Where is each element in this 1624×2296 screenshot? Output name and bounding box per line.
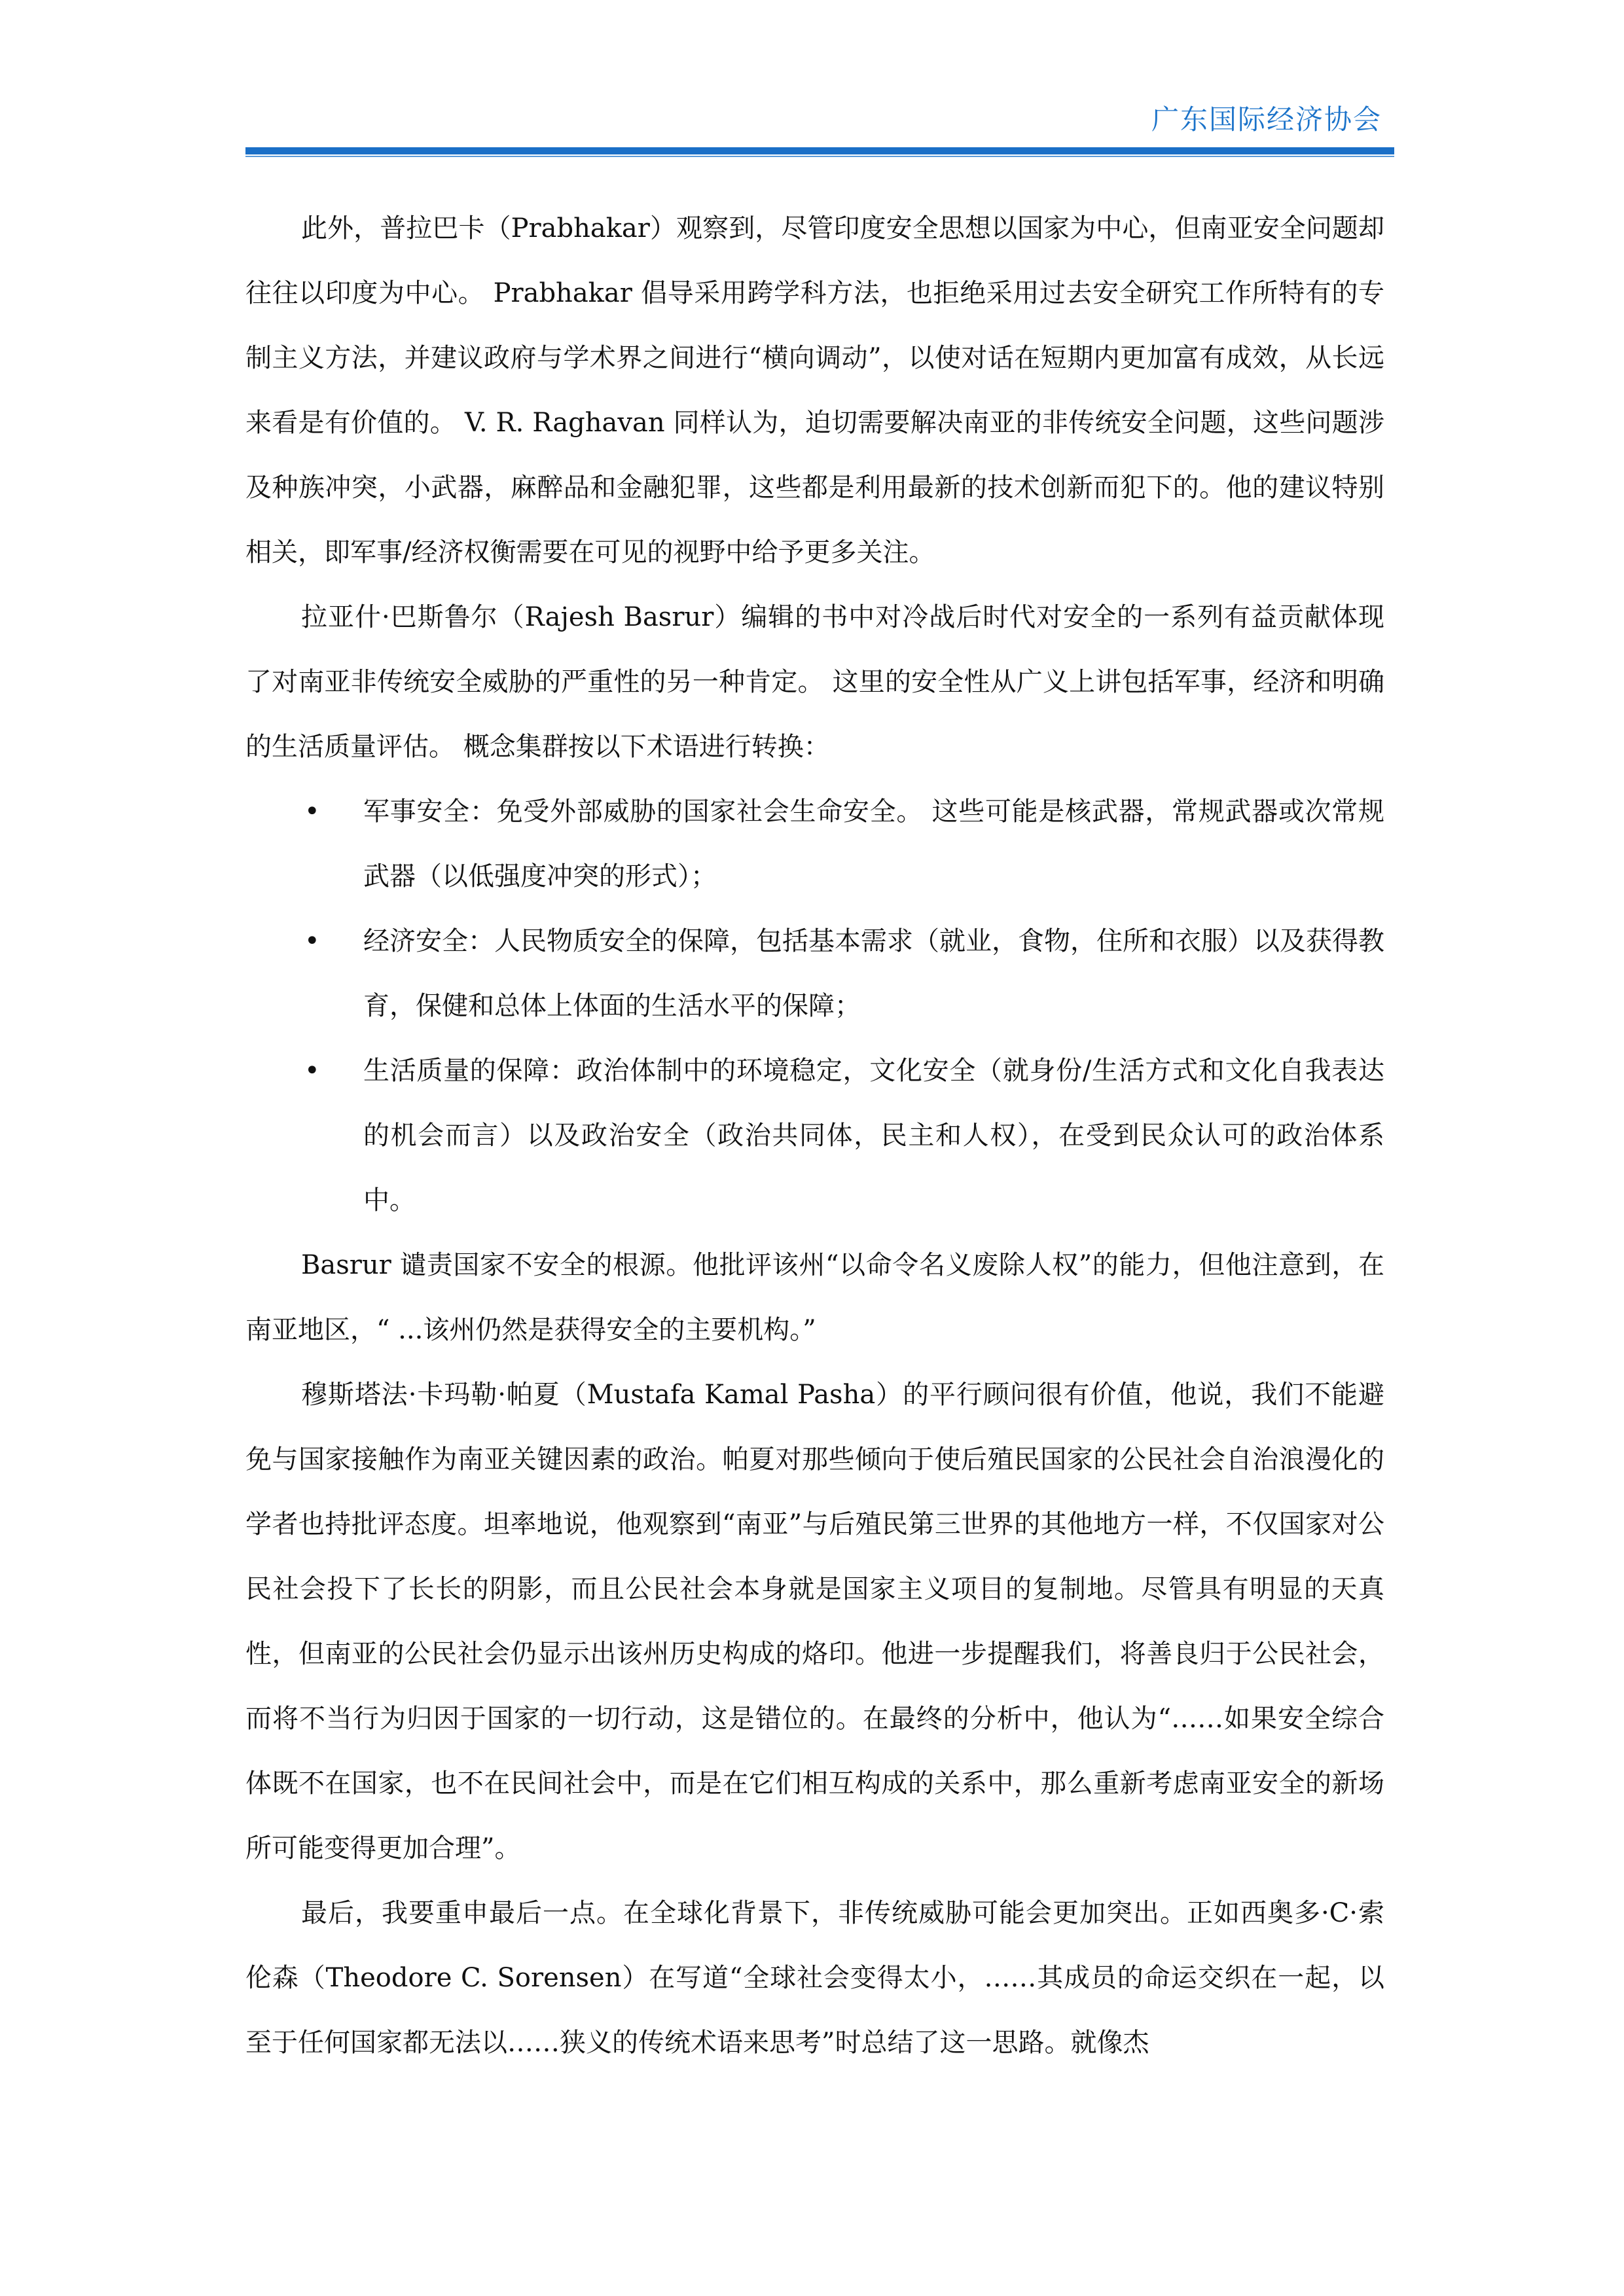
paragraph-5: 最后，我要重申最后一点。在全球化背景下，非传统威胁可能会更加突出。正如西奥多·C·索伦森（Theodore C. Sorensen）在写道“全球社会变得太小，……其成员的命运交织在一起，以至于任何国家都无法以……狭义的传统术语来思考”时总结了这一思路。就像杰: [245, 1898, 1384, 2058]
header-rule: [245, 147, 1394, 154]
bullet-list: [245, 780, 1384, 1233]
paragraph-4: 穆斯塔法·卡玛勒·帕夏（Mustafa Kamal Pasha）的平行顾问很有价值，他说，我们不能避免与国家接触作为南亚关键因素的政治。帕夏对那些倾向于使后殖民国家的公民社会自治浪漫化的学者也持批评态度。坦率地说，他观察到“南亚”与后殖民第三世界的其他地方一样，不仅国家对公民社会投下了长长的阴影，而且公民社会本身就是国家主义项目的复制地。尽管具有明显的天真性，但南亚的公民社会仍显示出该州历史构成的烙印。他进一步提醒我们，将善良归于公民社会，而将不当行为归因于国家的一切行动，这是错位的。在最终的分析中，他认为“……如果安全综合体既不在国家，也不在民间社会中，而是在它们相互构成的关系中，那么重新考虑南亚安全的新场所可能变得更加合理”。: [245, 1380, 1384, 1863]
paragraph-2: 拉亚什·巴斯鲁尔（Rajesh Basrur）编辑的书中对冷战后时代对安全的一系列有益贡献体现了对南亚非传统安全威胁的严重性的另一种肯定。 这里的安全性从广义上讲包括军事，经济和明确的生活质量评估。 概念集群按以下术语进行转换：: [245, 602, 1384, 762]
paragraph-1: 此外，普拉巴卡（Prabhakar）观察到，尽管印度安全思想以国家为中心，但南亚安全问题却往往以印度为中心。 Prabhakar 倡导采用跨学科方法，也拒绝采用过去安全研究工作所特有的专制主义方法，并建议政府与学术界之间进行“横向调动”，以使对话在短期内更加富有成效，从长远来看是有价值的。 V. R. Raghavan 同样认为，迫切需要解决南亚的非传统安全问题，这些问题涉及种族冲突，小武器，麻醉品和金融犯罪，这些都是利用最新的技术创新而犯下的。他的建议特别相关，即军事/经济权衡需要在可见的视野中给予更多关注。: [245, 213, 1384, 567]
list-item: [245, 780, 1384, 909]
document-body: [245, 196, 1384, 2075]
list-item: [245, 909, 1384, 1039]
list-item: [245, 1039, 1384, 1233]
bullet-icon: •: [304, 1056, 320, 1086]
paragraph-3: Basrur 谴责国家不安全的根源。他批评该州“以命令名义废除人权”的能力，但他注意到，在南亚地区，“ ...该州仍然是获得安全的主要机构。”: [245, 1250, 1384, 1345]
header-rule-thin: [245, 156, 1394, 157]
list-item-text: 军事安全：免受外部威胁的国家社会生命安全。 这些可能是核武器，常规武器或次常规武器（以低强度冲突的形式）；: [363, 797, 1384, 891]
bullet-icon: •: [304, 926, 320, 956]
header-title: 广东国际经济协会: [1151, 103, 1382, 135]
list-item-text: 生活质量的保障：政治体制中的环境稳定，文化安全（就身份/生活方式和文化自我表达的机会而言）以及政治安全（政治共同体，民主和人权），在受到民众认可的政治体系中。: [363, 1056, 1384, 1215]
bullet-icon: •: [304, 797, 320, 827]
list-item-text: 经济安全：人民物质安全的保障，包括基本需求（就业，食物，住所和衣服）以及获得教育，保健和总体上体面的生活水平的保障；: [363, 926, 1384, 1021]
